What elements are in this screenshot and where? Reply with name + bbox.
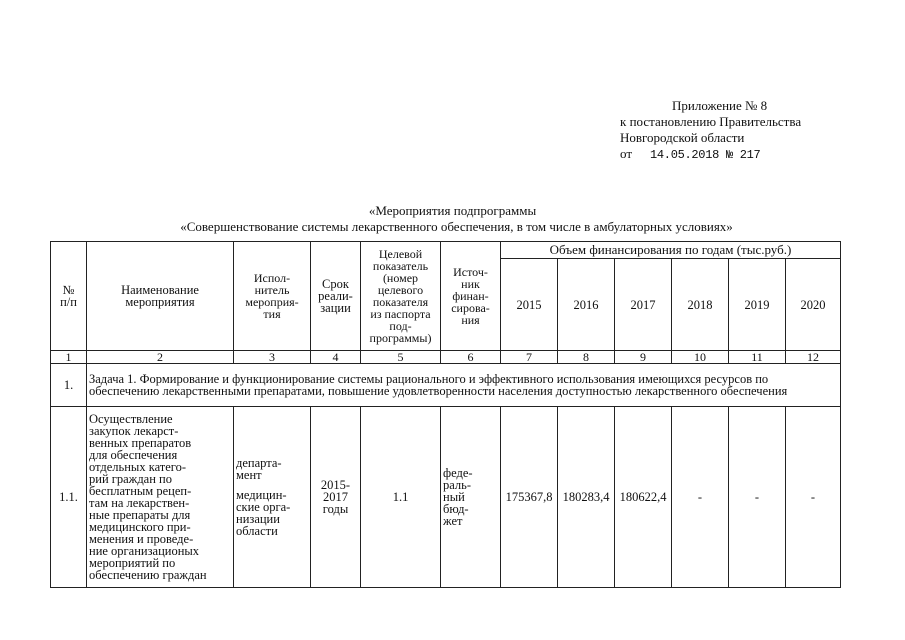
- header-source-lines: [443, 266, 498, 326]
- text-line: зации: [320, 301, 351, 315]
- row-value-2015: 175367,8: [501, 407, 558, 588]
- text-line: обеспечению граждан: [89, 568, 207, 582]
- text-line: нитель: [254, 283, 290, 297]
- text-line: Целевой: [378, 247, 423, 261]
- row-executor-dept: [236, 457, 308, 481]
- header-row-1: [51, 242, 841, 259]
- header-target-lines: [363, 248, 438, 344]
- header-year-2018: 2018: [672, 259, 729, 351]
- appendix-date-line: [620, 146, 801, 163]
- text-line: закупок лекарст-: [89, 424, 179, 438]
- column-number: 5: [361, 351, 441, 364]
- header-year-2017: 2017: [615, 259, 672, 351]
- column-number: 12: [786, 351, 841, 364]
- text-line: бесплатным рецеп-: [89, 484, 192, 498]
- text-line: медицинского при-: [89, 520, 191, 534]
- text-line: низации: [236, 512, 280, 526]
- task-description: Задача 1. Формирование и функционирование системы рационального и эффективного использования имеющихся ресурсов по обеспечению лекарственными препаратами, повышение удовлетворенности населения доступностью лекарственного обеспечения: [87, 364, 841, 407]
- text-line: мероприятий по: [89, 556, 176, 570]
- header-source: [441, 242, 501, 351]
- text-line: раль-: [443, 478, 472, 492]
- appendix-number: Приложение № 8: [672, 98, 768, 113]
- text-line: под-: [389, 319, 412, 333]
- document-title-line1: «Мероприятия подпрограммы: [368, 203, 537, 218]
- text-line: менения и проведе-: [89, 532, 194, 546]
- header-name: [87, 242, 234, 351]
- decree-date: 14.05.2018 № 217: [650, 148, 761, 162]
- text-line: ник: [461, 277, 480, 291]
- text-line: рий граждан по: [89, 472, 172, 486]
- text-line: медицин-: [236, 488, 287, 502]
- text-line: ный: [443, 490, 465, 504]
- header-executor-lines: [236, 272, 308, 320]
- text-line: для обеспечения: [89, 448, 178, 462]
- table-row: [51, 407, 841, 588]
- text-line: 2015-: [320, 478, 351, 492]
- text-line: тия: [263, 307, 281, 321]
- row-executor-orgs: [236, 489, 308, 537]
- row-value-2019: -: [729, 407, 786, 588]
- text-line: департа-: [236, 456, 282, 470]
- column-number: 8: [558, 351, 615, 364]
- header-year-2016: 2016: [558, 259, 615, 351]
- text-line: ния: [461, 313, 480, 327]
- text-line: Осуществление: [89, 412, 173, 426]
- text-line: бюд-: [443, 502, 469, 516]
- appendix-block: [620, 98, 801, 163]
- row-measure-name: [87, 407, 234, 588]
- row-source-lines: [443, 467, 498, 527]
- header-executor: [234, 242, 311, 351]
- column-number: 4: [311, 351, 361, 364]
- header-target: [361, 242, 441, 351]
- column-number: 9: [615, 351, 672, 364]
- header-num: [51, 242, 87, 351]
- text-line: ные препараты для: [89, 508, 191, 522]
- row-value-2020: -: [786, 407, 841, 588]
- text-line: №: [62, 283, 75, 297]
- column-number: 11: [729, 351, 786, 364]
- text-line: ние организационых: [89, 544, 200, 558]
- row-executor: [234, 407, 311, 588]
- header-num-lines: [53, 284, 84, 308]
- appendix-region: Новгородской области: [620, 130, 745, 145]
- row-number: 1.1.: [51, 407, 87, 588]
- text-line: мероприятия: [125, 295, 195, 309]
- header-term-lines: [313, 278, 358, 314]
- measures-table: [50, 241, 841, 588]
- row-term-lines: [313, 479, 358, 515]
- text-line: жет: [443, 514, 463, 528]
- text-line: годы: [322, 502, 349, 516]
- text-line: 2017: [323, 490, 348, 504]
- text-line: сирова-: [451, 301, 490, 315]
- date-prefix: от: [620, 146, 633, 161]
- text-line: п/п: [60, 295, 77, 309]
- text-line: показателя: [372, 295, 429, 309]
- header-name-lines: [89, 284, 231, 308]
- text-line: там на лекарствен-: [89, 496, 190, 510]
- text-line: целевого: [377, 283, 424, 297]
- row-value-2018: -: [672, 407, 729, 588]
- header-funding-group: Объем финансирования по годам (тыс.руб.): [501, 242, 841, 259]
- header-year-2015: 2015: [501, 259, 558, 351]
- text-line: области: [236, 524, 278, 538]
- text-line: ские орга-: [236, 500, 291, 514]
- task-row: [51, 364, 841, 407]
- text-line: Наименование: [121, 283, 199, 297]
- text-line: из паспорта: [370, 307, 431, 321]
- row-value-2016: 180283,4: [558, 407, 615, 588]
- document-title-line2: «Совершенствование системы лекарственного обеспечения, в том числе в амбулаторных условиях»: [180, 219, 733, 234]
- column-number: 2: [87, 351, 234, 364]
- row-term: [311, 407, 361, 588]
- column-number-row: [51, 351, 841, 364]
- text-line: финан-: [452, 289, 489, 303]
- row-measure-name-lines: [89, 413, 231, 581]
- row-value-2017: 180622,4: [615, 407, 672, 588]
- text-line: отдельных катего-: [89, 460, 187, 474]
- column-number: 1: [51, 351, 87, 364]
- text-line: венных препаратов: [89, 436, 192, 450]
- text-line: мент: [236, 468, 262, 482]
- row-source: [441, 407, 501, 588]
- column-number: 3: [234, 351, 311, 364]
- appendix-decree: к постановлению Правительства: [620, 114, 802, 129]
- row-target: 1.1: [361, 407, 441, 588]
- text-line: Источ-: [453, 265, 488, 279]
- text-line: (номер: [382, 271, 419, 285]
- header-year-2020: 2020: [786, 259, 841, 351]
- text-line: Испол-: [253, 271, 291, 285]
- column-number: 7: [501, 351, 558, 364]
- text-line: показатель: [372, 259, 429, 273]
- column-number: 10: [672, 351, 729, 364]
- text-line: мероприя-: [245, 295, 299, 309]
- text-line: реали-: [318, 289, 353, 303]
- header-term: [311, 242, 361, 351]
- text-line: программы): [369, 331, 432, 345]
- text-line: Срок: [322, 277, 349, 291]
- text-line: феде-: [443, 466, 473, 480]
- header-year-2019: 2019: [729, 259, 786, 351]
- task-number: 1.: [51, 364, 87, 407]
- column-number: 6: [441, 351, 501, 364]
